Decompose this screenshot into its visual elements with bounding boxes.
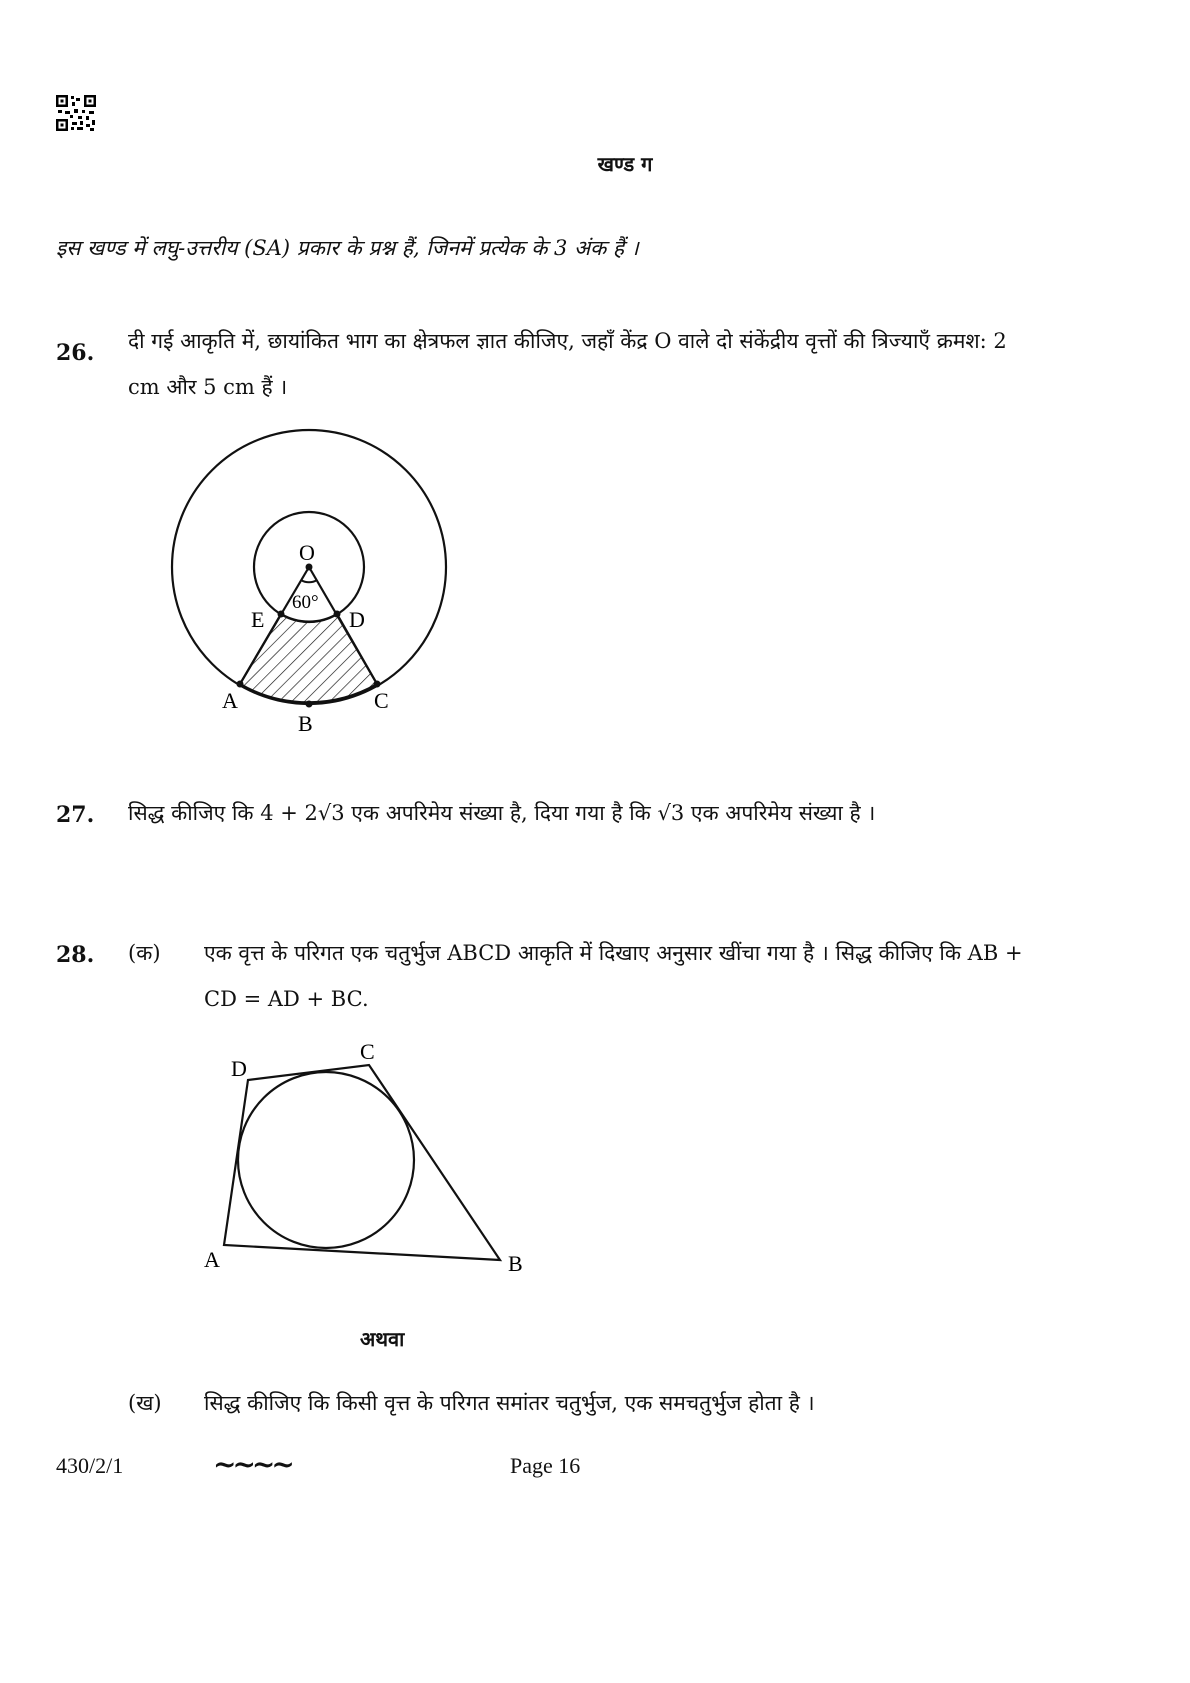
label-a: A [222, 688, 238, 713]
label-o: O [299, 540, 315, 565]
question-28-part-a-text: एक वृत्त के परिगत एक चतुर्भुज ABCD आकृति में दिखाए अनुसार खींचा गया है । सिद्ध कीजिए कि AB + CD = AD + BC. [204, 941, 1023, 1011]
label-c: C [374, 688, 389, 713]
question-27-text: सिद्ध कीजिए कि 4 + 2√3 एक अपरिमेय संख्या है, दिया गया है कि √3 एक अपरिमेय संख्या है । [128, 801, 876, 825]
circumscribed-quadrilateral-figure [0, 1000, 700, 1300]
concentric-circles-figure [0, 0, 1190, 800]
question-28-part-b-text: सिद्ध कीजिए कि किसी वृत्त के परिगत समांतर चतुर्भुज, एक समचतुर्भुज होता है । [204, 1391, 815, 1415]
section-title: खण्ड ग [597, 152, 653, 176]
paper-code: 430/2/1 [56, 1453, 124, 1478]
question-number-27: 27. [56, 802, 95, 828]
question-number-28: 28. [56, 942, 95, 968]
label-b: B [508, 1251, 523, 1276]
or-label: अथवा [360, 1327, 405, 1351]
question-28-part-b-label: (ख) [128, 1391, 162, 1415]
wave-decoration: ~~~~ [213, 1448, 291, 1481]
page-number: Page 16 [510, 1453, 581, 1478]
question-28-part-a-label: (क) [128, 941, 161, 965]
label-angle: 60° [292, 592, 319, 613]
section-instruction: इस खण्ड में लघु-उत्तरीय (SA) प्रकार के प्रश्न हैं, जिनमें प्रत्येक के 3 अंक हैं । [56, 236, 639, 260]
label-a: A [204, 1247, 220, 1272]
label-b: B [298, 711, 313, 736]
question-number-26: 26. [56, 340, 95, 366]
question-26-text: दी गई आकृति में, छायांकित भाग का क्षेत्रफल ज्ञात कीजिए, जहाँ केंद्र O वाले दो संकेंद्रीय वृत्तों की त्रिज्याएँ क्रमश: 2 cm और 5 cm हैं । [128, 329, 1007, 399]
label-d: D [231, 1056, 247, 1081]
label-e: E [251, 607, 265, 632]
label-c: C [360, 1039, 375, 1064]
label-d: D [349, 607, 365, 632]
